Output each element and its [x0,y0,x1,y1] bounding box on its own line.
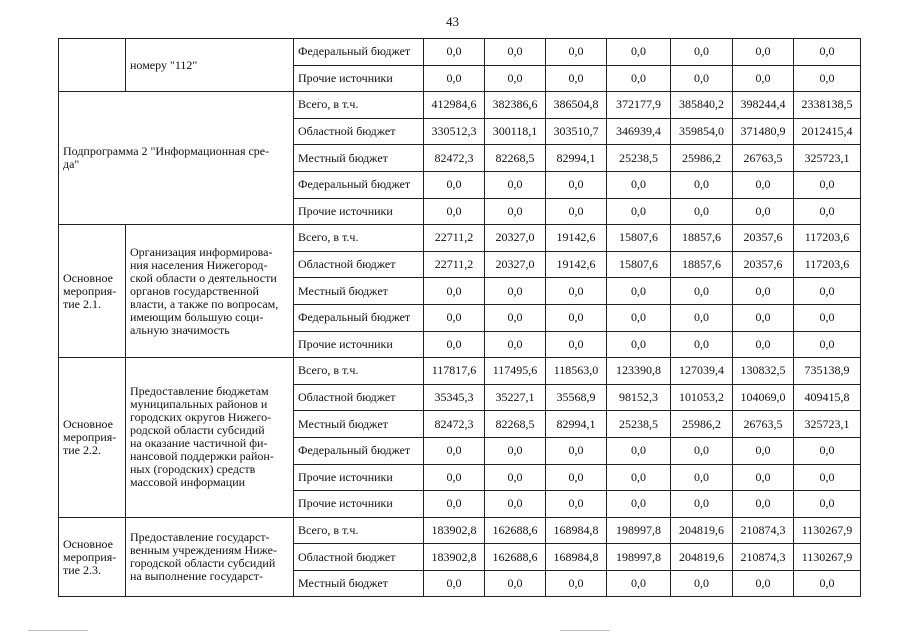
value-cell: 127039,4 [671,358,733,385]
activity-description-line: на оказание частичной фи- [130,436,268,451]
activity-label-line: мероприя- [63,429,117,444]
value-cell: 0,0 [671,491,733,518]
value-cell: 22711,2 [424,251,485,278]
value-cell: 20357,6 [733,251,794,278]
value-cell: 0,0 [485,464,546,491]
value-cell: 168984,8 [546,517,607,544]
value-cell: 0,0 [424,331,485,358]
funding-source: Федеральный бюджет [294,171,424,198]
value-cell: 0,0 [733,39,794,66]
value-cell: 35345,3 [424,384,485,411]
value-cell: 210874,3 [733,544,794,571]
funding-source: Всего, в т.ч. [294,358,424,385]
value-cell: 168984,8 [546,544,607,571]
value-total: 0,0 [794,331,861,358]
activity-description-line: ных (городских) средств [130,462,256,477]
value-cell: 183902,8 [424,517,485,544]
value-cell: 162688,6 [485,517,546,544]
value-cell: 19142,6 [546,251,607,278]
value-cell: 0,0 [607,491,671,518]
activity-label-line: тие 2.2. [63,442,101,457]
value-cell: 204819,6 [671,544,733,571]
value-total: 2012415,4 [794,118,861,145]
value-cell: 0,0 [671,304,733,331]
value-cell: 26763,5 [733,145,794,172]
subprogram-title-line: да" [63,157,80,172]
value-cell: 0,0 [485,171,546,198]
funding-source: Местный бюджет [294,570,424,597]
activity-description-line: массовой информации [130,475,246,490]
value-cell: 130832,5 [733,358,794,385]
value-cell: 25238,5 [607,411,671,438]
value-total: 0,0 [794,278,861,305]
activity-description-line: Предоставление бюджетам [130,384,269,399]
value-cell: 198997,8 [607,544,671,571]
activity-label-line: Основное [63,536,113,551]
value-cell: 0,0 [485,278,546,305]
value-cell: 0,0 [671,570,733,597]
activity-description [126,225,294,358]
funding-source: Областной бюджет [294,544,424,571]
funding-source: Прочие источники [294,464,424,491]
value-cell: 398244,4 [733,92,794,119]
value-total: 0,0 [794,464,861,491]
activity-description-line: ской области о деятельности [130,270,277,285]
value-cell: 0,0 [733,171,794,198]
value-cell: 0,0 [546,491,607,518]
value-cell: 204819,6 [671,517,733,544]
activity-description [126,39,294,92]
value-cell: 82472,3 [424,145,485,172]
value-cell: 15807,6 [607,251,671,278]
value-cell: 0,0 [671,464,733,491]
value-cell: 300118,1 [485,118,546,145]
activity-label-line: мероприя- [63,549,117,564]
value-cell: 123390,8 [607,358,671,385]
funding-source: Областной бюджет [294,118,424,145]
value-cell: 25986,2 [671,411,733,438]
value-cell: 0,0 [546,304,607,331]
value-cell: 117495,6 [485,358,546,385]
value-cell: 82268,5 [485,145,546,172]
value-cell: 82472,3 [424,411,485,438]
activity-description [126,358,294,518]
value-cell: 330512,3 [424,118,485,145]
value-cell: 22711,2 [424,225,485,252]
activity-description-line: ния населения Нижегород- [130,257,268,272]
value-cell: 15807,6 [607,225,671,252]
value-cell: 118563,0 [546,358,607,385]
funding-source: Всего, в т.ч. [294,225,424,252]
value-cell: 0,0 [607,331,671,358]
value-cell: 372177,9 [607,92,671,119]
value-total: 409415,8 [794,384,861,411]
activity-description-line: родской области субсидий [130,423,265,438]
value-cell: 82268,5 [485,411,546,438]
value-cell: 0,0 [607,198,671,225]
activity-description-line: городской области субсидий [130,556,276,571]
funding-source: Прочие источники [294,331,424,358]
value-cell: 35227,1 [485,384,546,411]
activity-description [126,517,294,597]
value-cell: 0,0 [607,65,671,92]
value-total: 0,0 [794,65,861,92]
value-cell: 371480,9 [733,118,794,145]
value-cell: 0,0 [424,437,485,464]
funding-source: Местный бюджет [294,411,424,438]
activity-description-line: власти, а также по вопросам, [130,296,279,311]
footer-scan-mark [28,630,88,631]
value-total: 117203,6 [794,251,861,278]
value-cell: 0,0 [485,304,546,331]
value-cell: 0,0 [607,278,671,305]
value-cell: 98152,3 [607,384,671,411]
value-cell: 0,0 [607,304,671,331]
funding-source: Федеральный бюджет [294,437,424,464]
value-total: 0,0 [794,570,861,597]
value-cell: 0,0 [546,464,607,491]
activity-label-line: Основное [63,270,113,285]
activity-description-line: венным учреждениям Ниже- [130,543,278,558]
value-cell: 18857,6 [671,251,733,278]
value-cell: 0,0 [733,278,794,305]
funding-source: Федеральный бюджет [294,39,424,66]
value-cell: 0,0 [424,570,485,597]
value-cell: 0,0 [733,331,794,358]
value-cell: 0,0 [546,171,607,198]
value-cell: 162688,6 [485,544,546,571]
funding-source: Прочие источники [294,65,424,92]
value-total: 2338138,5 [794,92,861,119]
value-cell: 20327,0 [485,251,546,278]
activity-label [59,358,126,518]
value-total: 0,0 [794,304,861,331]
value-cell: 198997,8 [607,517,671,544]
value-cell: 0,0 [671,278,733,305]
value-cell: 0,0 [607,437,671,464]
value-cell: 0,0 [733,570,794,597]
value-cell: 0,0 [546,278,607,305]
value-cell: 0,0 [485,198,546,225]
activity-label-line: мероприя- [63,283,117,298]
value-cell: 0,0 [546,437,607,464]
value-cell: 0,0 [424,39,485,66]
table-row [59,517,861,544]
activity-label [59,225,126,358]
value-total: 0,0 [794,437,861,464]
activity-description-line: муниципальных районов и [130,397,268,412]
table-row [59,225,861,252]
value-cell: 0,0 [546,65,607,92]
activity-description-line: номеру "112" [130,57,198,72]
value-total: 1130267,9 [794,517,861,544]
value-cell: 0,0 [607,464,671,491]
subprogram-title-line: Подпрограмма 2 "Информационная сре- [63,144,270,159]
value-total: 0,0 [794,171,861,198]
budget-table [58,38,861,597]
value-cell: 0,0 [485,331,546,358]
funding-source: Федеральный бюджет [294,304,424,331]
value-total: 117203,6 [794,225,861,252]
value-cell: 18857,6 [671,225,733,252]
activity-label [59,39,126,92]
subprogram-title [59,92,294,225]
value-cell: 0,0 [671,171,733,198]
activity-label-line: тие 2.1. [63,296,101,311]
value-cell: 0,0 [733,464,794,491]
value-cell: 210874,3 [733,517,794,544]
table-row [59,358,861,385]
funding-source: Прочие источники [294,491,424,518]
value-cell: 25986,2 [671,145,733,172]
value-cell: 0,0 [733,65,794,92]
value-cell: 0,0 [671,198,733,225]
value-cell: 82994,1 [546,145,607,172]
value-total: 0,0 [794,39,861,66]
activity-description-line: Организация информирова- [130,244,273,259]
value-cell: 0,0 [485,65,546,92]
value-cell: 0,0 [546,570,607,597]
value-cell: 0,0 [424,464,485,491]
value-cell: 385840,2 [671,92,733,119]
activity-description-line: нансовой поддержки район- [130,449,274,464]
value-cell: 0,0 [546,39,607,66]
value-cell: 0,0 [485,570,546,597]
funding-source: Местный бюджет [294,278,424,305]
value-cell: 183902,8 [424,544,485,571]
activity-description-line: органов государственной [130,283,259,298]
value-cell: 0,0 [607,570,671,597]
activity-label-line: Основное [63,416,113,431]
activity-description-line: на выполнение государст- [130,569,263,584]
value-cell: 20357,6 [733,225,794,252]
value-cell: 101053,2 [671,384,733,411]
value-cell: 0,0 [733,437,794,464]
value-cell: 0,0 [607,171,671,198]
value-cell: 35568,9 [546,384,607,411]
value-cell: 0,0 [733,304,794,331]
page-number: 43 [446,14,459,29]
value-cell: 26763,5 [733,411,794,438]
footer-scan-mark [560,630,610,631]
value-cell: 0,0 [546,331,607,358]
activity-description-line: имеющим большую соци- [130,309,264,324]
value-cell: 0,0 [485,491,546,518]
value-cell: 19142,6 [546,225,607,252]
value-cell: 0,0 [733,491,794,518]
value-total: 325723,1 [794,145,861,172]
value-cell: 0,0 [424,278,485,305]
value-cell: 0,0 [733,198,794,225]
value-cell: 0,0 [671,39,733,66]
value-cell: 0,0 [485,39,546,66]
value-total: 325723,1 [794,411,861,438]
value-cell: 386504,8 [546,92,607,119]
value-total: 0,0 [794,491,861,518]
activity-description-line: Предоставление государст- [130,530,270,545]
value-cell: 382386,6 [485,92,546,119]
table-row [59,39,861,66]
value-cell: 0,0 [607,39,671,66]
table-row [59,92,861,119]
value-total: 1130267,9 [794,544,861,571]
value-cell: 82994,1 [546,411,607,438]
funding-source: Прочие источники [294,198,424,225]
value-cell: 0,0 [424,304,485,331]
value-cell: 0,0 [424,65,485,92]
value-cell: 0,0 [424,171,485,198]
value-cell: 0,0 [424,491,485,518]
value-cell: 303510,7 [546,118,607,145]
funding-source: Областной бюджет [294,251,424,278]
funding-source: Областной бюджет [294,384,424,411]
value-cell: 346939,4 [607,118,671,145]
funding-source: Всего, в т.ч. [294,92,424,119]
value-cell: 0,0 [671,331,733,358]
value-cell: 25238,5 [607,145,671,172]
value-cell: 104069,0 [733,384,794,411]
funding-source: Местный бюджет [294,145,424,172]
value-cell: 0,0 [671,437,733,464]
activity-label-line: тие 2.3. [63,562,101,577]
value-total: 735138,9 [794,358,861,385]
value-cell: 0,0 [546,198,607,225]
activity-description-line: альную значимость [130,322,230,337]
value-cell: 0,0 [485,437,546,464]
value-total: 0,0 [794,198,861,225]
value-cell: 0,0 [424,198,485,225]
value-cell: 412984,6 [424,92,485,119]
value-cell: 359854,0 [671,118,733,145]
funding-source: Всего, в т.ч. [294,517,424,544]
activity-description-line: городских округов Нижего- [130,410,272,425]
value-cell: 0,0 [671,65,733,92]
value-cell: 117817,6 [424,358,485,385]
value-cell: 20327,0 [485,225,546,252]
activity-label [59,517,126,597]
